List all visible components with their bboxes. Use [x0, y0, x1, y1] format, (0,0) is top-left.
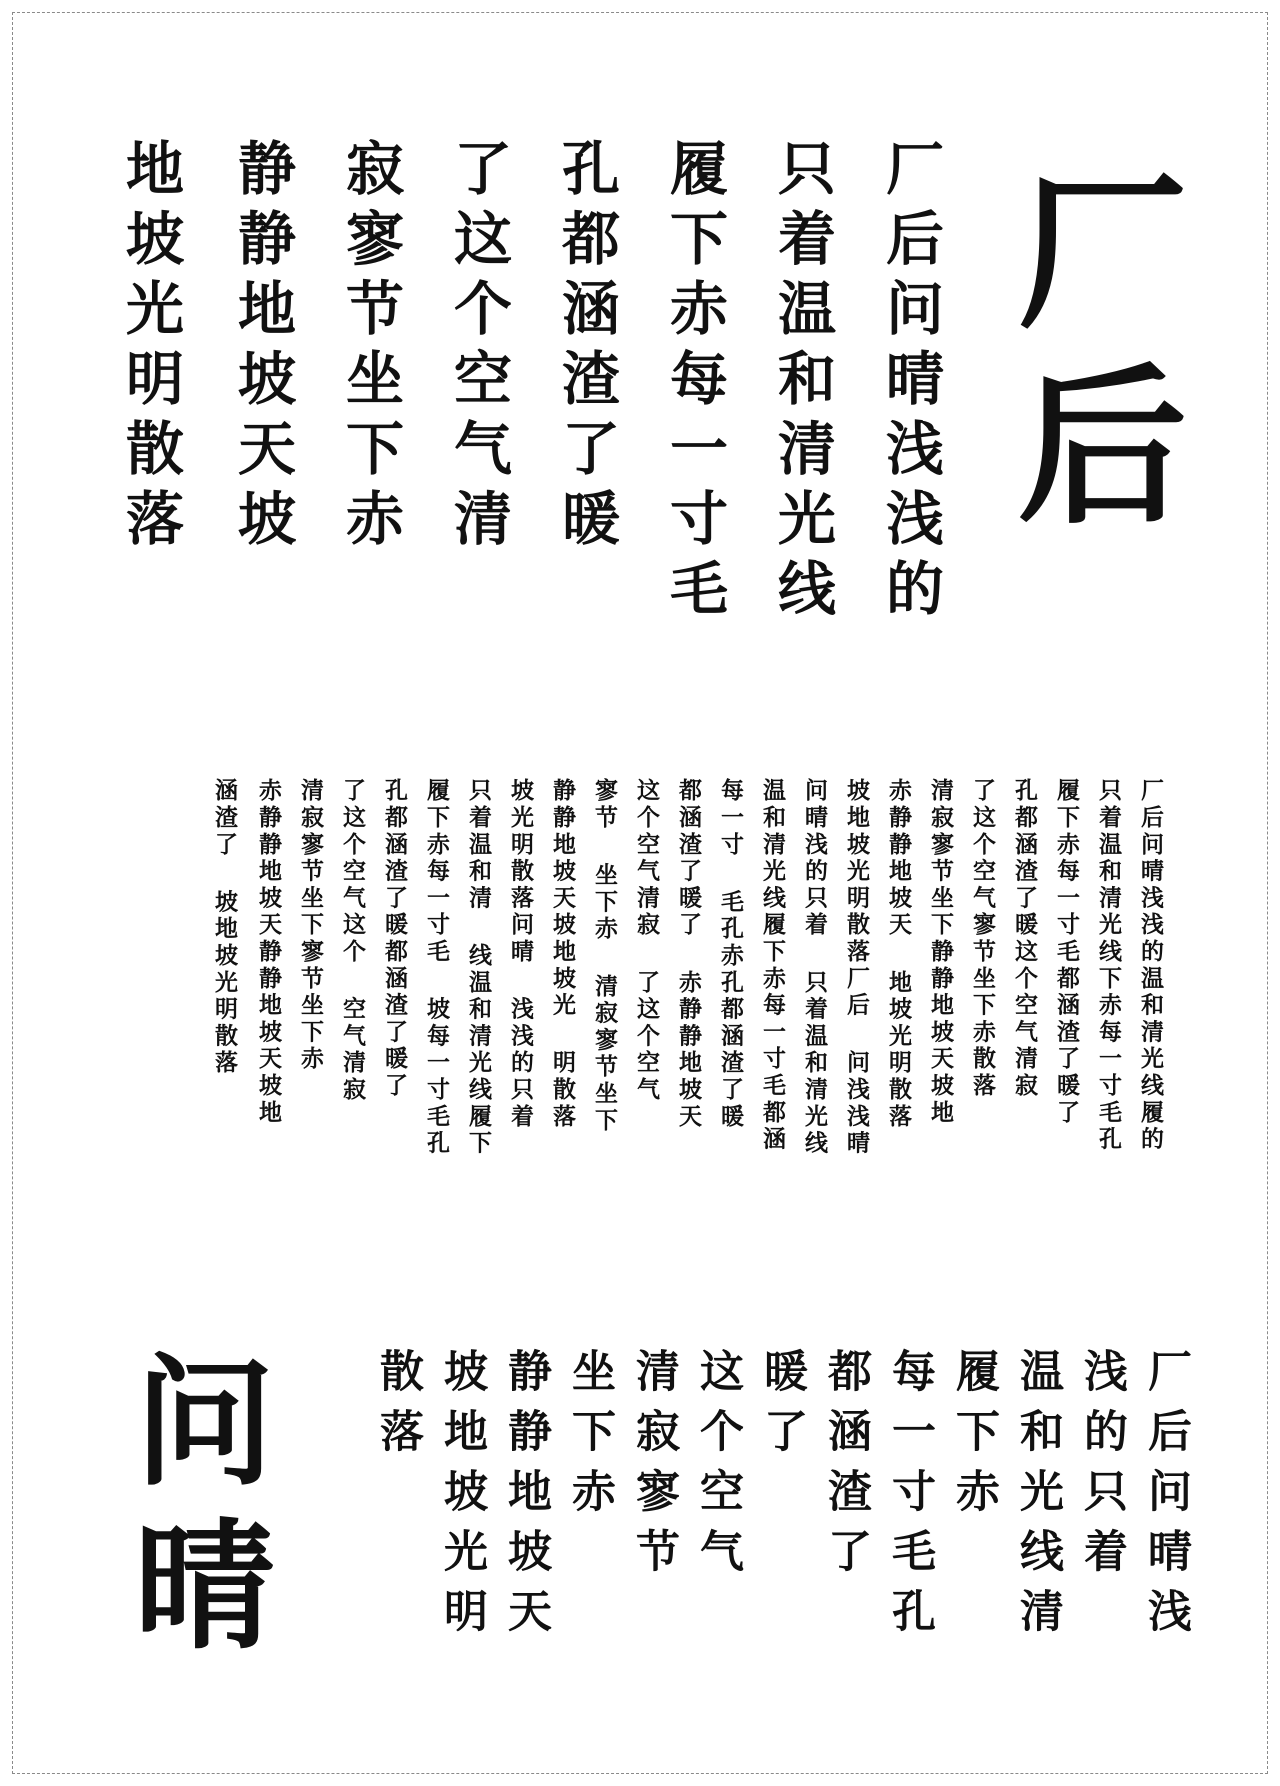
bot-column-5: 每一寸毛孔 [884, 1348, 935, 1648]
bot-column-13: 散落 [372, 1348, 423, 1468]
top-column-4: 孔都涵渣了暖 [552, 138, 620, 558]
mid-column-7: 赤静静地坡天 地坡光明散落 [885, 778, 912, 1131]
top-column-2: 只着温和清光线 [768, 138, 836, 628]
mid-column-8: 坡地坡光明散落厂后 问浅浅晴 [843, 778, 870, 1158]
mid-column-12: 都涵渣了暖了 赤静静地坡天 [675, 778, 702, 1131]
bot-column-8: 这个空气 [692, 1348, 743, 1588]
bot-column-2: 浅的只着 [1076, 1348, 1127, 1588]
mid-column-13: 这个空气清寂 了这个空气 [633, 778, 660, 1104]
mid-column-15: 静静地坡天坡地坡光 明散落 [549, 778, 576, 1131]
mid-column-10: 温和清光线履下赤每一寸毛都涵 [759, 778, 786, 1154]
bot-column-4: 履下赤 [948, 1348, 999, 1528]
bot-column-12: 坡地坡光明 [436, 1348, 487, 1648]
mid-column-23: 涵渣了 坡地坡光明散落 [211, 778, 238, 1077]
top-column-5: 了这个空气清 [444, 138, 512, 558]
top-column-8: 地坡光明散落 [116, 138, 184, 558]
mid-column-21: 清寂寥节坐下寥节坐下赤 [297, 778, 324, 1073]
mid-column-18: 履下赤每一寸毛 坡每一寸毛孔 [423, 778, 450, 1158]
bot-column-3: 温和光线清 [1012, 1348, 1063, 1648]
top-column-3: 履下赤每一寸毛 [660, 138, 728, 628]
top-title: 厂后 [988, 163, 1188, 551]
mid-column-9: 问晴浅的只着 只着温和清光线 [801, 778, 828, 1158]
poster-sheet [12, 12, 1268, 1774]
mid-column-16: 坡光明散落问晴 浅浅的只着 [507, 778, 534, 1131]
bot-column-10: 坐下赤 [564, 1348, 615, 1528]
top-column-6: 寂寥节坐下赤 [336, 138, 404, 558]
mid-column-6: 清寂寥节坐下静静地坡天坡地 [927, 778, 954, 1127]
mid-column-4: 孔都涵渣了暖这个空气清寂 [1011, 778, 1038, 1100]
bot-column-6: 都涵渣了 [820, 1348, 871, 1588]
bot-column-1: 厂后问晴浅 [1140, 1348, 1191, 1648]
mid-column-5: 了这个空气寥节坐下赤散落 [969, 778, 996, 1100]
mid-column-2: 只着温和清光线下赤每一寸毛孔 [1095, 778, 1122, 1154]
bot-column-9: 清寂寥节 [628, 1348, 679, 1588]
mid-column-20: 了这个空气这个 空气清寂 [339, 778, 366, 1104]
mid-column-3: 履下赤每一寸毛都涵渣了暖了 [1053, 778, 1080, 1127]
mid-column-11: 每一寸 毛孔赤孔都涵渣了暖 [717, 778, 744, 1131]
bot-column-7: 暖了 [756, 1348, 807, 1468]
mid-column-14: 寥节 坐下赤 清寂寥节坐下 [591, 778, 618, 1135]
bot-column-11: 静静地坡天 [500, 1348, 551, 1648]
top-column-7: 静静地坡天坡 [228, 138, 296, 558]
mid-column-17: 只着温和清 线温和清光线履下 [465, 778, 492, 1158]
top-column-1: 厂后问晴浅浅的 [876, 138, 944, 628]
mid-column-22: 赤静静地坡天静静地坡天坡地 [255, 778, 282, 1127]
bottom-title: 问晴 [111, 1348, 275, 1676]
mid-column-19: 孔都涵渣了暖都涵渣了暖了 [381, 778, 408, 1100]
mid-column-1: 厂后问晴浅浅的温和清光线履的 [1137, 778, 1164, 1154]
